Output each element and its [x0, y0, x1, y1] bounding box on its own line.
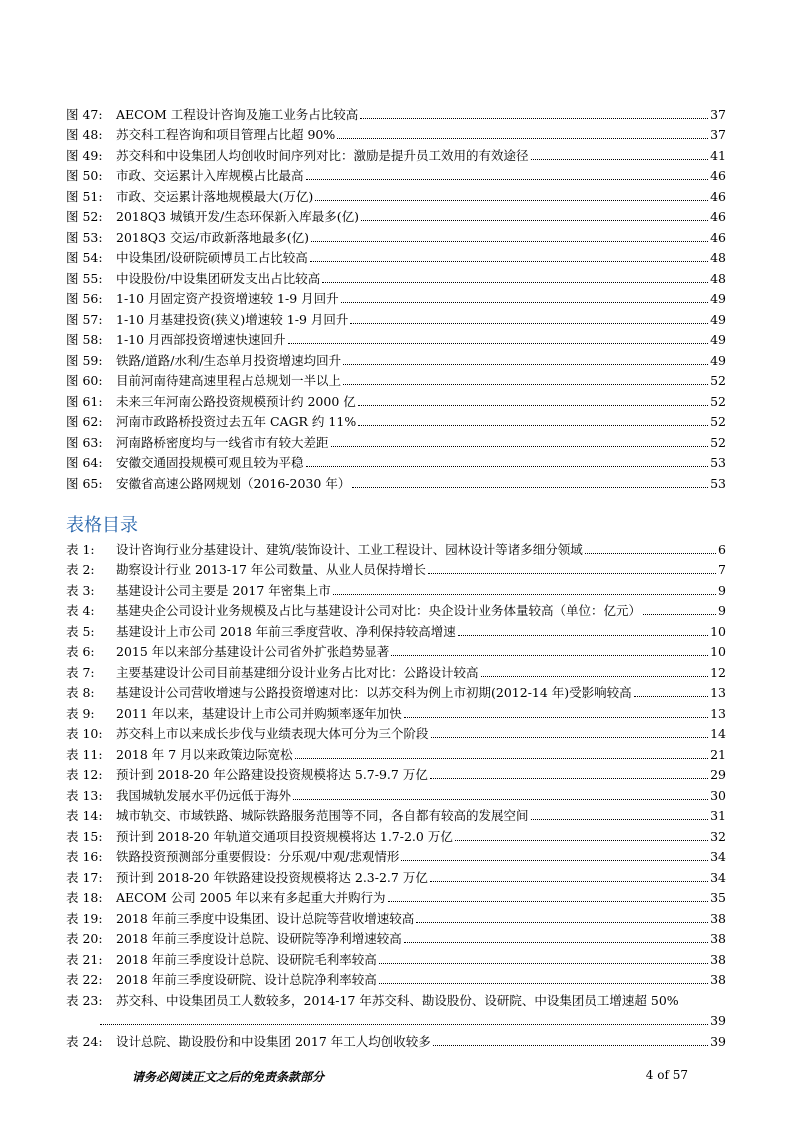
- entry-page-number: 49: [710, 332, 726, 347]
- dot-leader: [379, 983, 708, 984]
- dot-leader: [333, 594, 716, 595]
- toc-entry-figure[interactable]: [66, 204, 726, 225]
- toc-entry-figure[interactable]: [66, 450, 726, 471]
- entry-title: 市政、交运累计落地规模最大(万亿): [116, 188, 314, 204]
- footer-page-number: 4 of 57: [645, 1068, 688, 1082]
- toc-entry-figure[interactable]: [66, 286, 726, 307]
- entry-prefix: 表 7:: [66, 664, 95, 680]
- entry-prefix: 图 62:: [66, 414, 103, 429]
- entry-title: 我国城轨发展水平仍远低于海外: [116, 787, 292, 803]
- toc-entry-table[interactable]: [66, 844, 726, 865]
- entry-title: 苏交科工程咨询和项目管理占比超 90%: [116, 127, 336, 142]
- entry-prefix: 图 58:: [66, 332, 103, 347]
- entry-page-number: 29: [710, 767, 726, 782]
- toc-entry-table[interactable]: [66, 905, 726, 926]
- entry-page-number: 46: [710, 209, 726, 224]
- dot-leader: [431, 737, 709, 738]
- entry-page-number: 37: [710, 127, 726, 142]
- toc-entry-table[interactable]: [66, 926, 726, 947]
- entry-title: AECOM 工程设计咨询及施工业务占比较高: [116, 106, 359, 122]
- entry-page-number: 52: [710, 414, 726, 429]
- entry-title: 2018 年 7 月以来政策边际宽松: [116, 746, 293, 762]
- toc-entry-table[interactable]: [66, 864, 726, 885]
- entry-page-number: 38: [710, 972, 726, 987]
- dot-leader: [358, 425, 708, 426]
- entry-prefix: 图 61:: [66, 393, 103, 409]
- entry-prefix: 表 18:: [66, 890, 103, 905]
- entry-title: 2018 年前三季度设计总院、设研院毛利率较高: [116, 951, 377, 967]
- entry-prefix: 图 51:: [66, 188, 103, 204]
- entry-prefix: 图 63:: [66, 434, 103, 450]
- toc-entry-table[interactable]: [66, 598, 726, 619]
- entry-page-number: 38: [710, 951, 726, 967]
- entry-prefix: 表 14:: [66, 808, 103, 823]
- entry-prefix: 表 12:: [66, 767, 103, 782]
- entry-page-number: 46: [710, 188, 726, 204]
- toc-entry-figure[interactable]: [66, 306, 726, 327]
- toc-entry-table[interactable]: [66, 946, 726, 967]
- dot-leader: [428, 573, 716, 574]
- entry-title: 勘察设计行业 2013-17 年公司数量、从业人员保持增长: [116, 562, 426, 577]
- figure-list: [66, 101, 726, 491]
- entry-prefix: 图 53:: [66, 229, 103, 245]
- dot-leader: [306, 179, 709, 180]
- table-list: [66, 536, 726, 987]
- dot-leader: [430, 881, 708, 882]
- entry-title: 基建设计上市公司 2018 年前三季度营收、净利保持较高增速: [116, 623, 456, 639]
- entry-prefix: 图 49:: [66, 147, 103, 163]
- dot-leader: [416, 922, 708, 923]
- dot-leader: [352, 487, 708, 488]
- entry-prefix: 图 57:: [66, 311, 103, 327]
- toc-entry-figure[interactable]: [66, 101, 726, 122]
- dot-leader: [585, 553, 716, 554]
- toc-entry-table[interactable]: [66, 803, 726, 824]
- toc-entry-figure[interactable]: [66, 224, 726, 245]
- toc-entry-figure[interactable]: [66, 245, 726, 266]
- entry-title: 苏交科、中设集团员工人数较多，2014-17 年苏交科、勘设股份、设研院、中设集团员工增速超 50%: [116, 992, 679, 1008]
- entry-title: 苏交科和中设集团人均创收时间序列对比：激励是提升员工效用的有效途径: [116, 147, 529, 163]
- entry-page-number: 7: [718, 562, 726, 577]
- entry-prefix: 表 15:: [66, 828, 103, 844]
- entry-title: AECOM 公司 2005 年以来有多起重大并购行为: [116, 890, 386, 905]
- entry-title: 基建央企公司设计业务规模及占比与基建设计公司对比：央企设计业务体量较高（单位：亿元）: [116, 603, 642, 618]
- entry-title: 1-10 月固定资产投资增速较 1-9 月回升: [116, 291, 339, 306]
- entry-title: 安徽交通固投规模可观且较为平稳: [116, 455, 304, 470]
- entry-prefix: 图 64:: [66, 455, 103, 470]
- dot-leader: [311, 241, 708, 242]
- entry-prefix: 图 56:: [66, 291, 103, 306]
- dot-leader: [481, 676, 709, 677]
- toc-entry-table[interactable]: [66, 823, 726, 844]
- entry-prefix: 表 23:: [66, 992, 103, 1008]
- dot-leader: [379, 963, 708, 964]
- toc-entry-table[interactable]: [66, 557, 726, 578]
- entry-page-number: 21: [710, 746, 726, 762]
- toc-entry-figure[interactable]: [66, 409, 726, 430]
- entry-prefix: 表 21:: [66, 951, 103, 967]
- toc-entry-table[interactable]: [66, 762, 726, 783]
- entry-prefix: 表 1:: [66, 541, 95, 557]
- toc-entry-figure[interactable]: [66, 388, 726, 409]
- toc-entry-figure[interactable]: [66, 429, 726, 450]
- entry-page-number: 12: [710, 664, 726, 680]
- entry-page-number: 39: [710, 1033, 726, 1049]
- entry-page-number: 49: [710, 291, 726, 306]
- toc-entry-figure[interactable]: [66, 368, 726, 389]
- entry-title: 安徽省高速公路网规划（2016-2030 年）: [116, 475, 351, 491]
- entry-prefix: 图 54:: [66, 250, 103, 265]
- toc-entry-figure[interactable]: [66, 142, 726, 163]
- dot-leader: [391, 655, 708, 656]
- entry-title: 2018 年前三季度中设集团、设计总院等营收增速较高: [116, 910, 415, 926]
- entry-page-number: 53: [710, 455, 726, 470]
- entry-page-number: 38: [710, 931, 726, 946]
- entry-title: 基建设计公司主要是 2017 年密集上市: [116, 582, 331, 598]
- table-list-heading: 表格目录: [66, 515, 138, 536]
- dot-leader: [322, 282, 708, 283]
- entry-page-number: 39: [710, 1013, 726, 1028]
- dot-leader: [310, 261, 708, 262]
- toc-entry-figure[interactable]: [66, 183, 726, 204]
- entry-page-number: 46: [710, 168, 726, 183]
- entry-title: 设计咨询行业分基建设计、建筑/装饰设计、工业工程设计、园林设计等诸多细分领域: [116, 541, 583, 557]
- entry-page-number: 49: [710, 311, 726, 327]
- entry-prefix: 图 55:: [66, 270, 103, 286]
- dot-leader: [401, 860, 708, 861]
- entry-page-number: 34: [710, 849, 726, 864]
- entry-prefix: 表 5:: [66, 623, 95, 639]
- entry-prefix: 图 65:: [66, 475, 103, 491]
- entry-prefix: 表 10:: [66, 726, 103, 741]
- entry-page-number: 13: [710, 685, 726, 700]
- entry-title: 市政、交运累计入库规模占比最高: [116, 168, 304, 183]
- entry-title: 设计总院、勘设股份和中设集团 2017 年工人均创收较多: [116, 1033, 431, 1049]
- toc-entry-table[interactable]: [66, 885, 726, 906]
- toc-entry-figure[interactable]: [66, 122, 726, 143]
- entry-prefix: 图 52:: [66, 209, 103, 224]
- toc-entry-figure[interactable]: [66, 327, 726, 348]
- entry-page-number: 9: [718, 603, 726, 618]
- dot-leader: [634, 696, 708, 697]
- entry-page-number: 14: [710, 726, 726, 741]
- entry-title: 河南路桥密度均与一线省市有较大差距: [116, 434, 329, 450]
- entry-page-number: 9: [718, 582, 726, 598]
- entry-prefix: 表 24:: [66, 1033, 103, 1049]
- dot-leader: [341, 302, 708, 303]
- entry-page-number: 6: [718, 541, 726, 557]
- dot-leader: [360, 118, 708, 119]
- entry-title: 2018 年前三季度设计总院、设研院等净利增速较高: [116, 931, 402, 946]
- entry-title: 城市轨交、市域铁路、城际铁路服务范围等不同，各自都有较高的发展空间: [116, 808, 529, 823]
- entry-title: 2018Q3 交运/市政新落地最多(亿): [116, 229, 309, 245]
- entry-prefix: 表 3:: [66, 582, 95, 598]
- dot-leader: [643, 614, 716, 615]
- entry-prefix: 图 60:: [66, 373, 103, 388]
- toc-entry-table[interactable]: [66, 659, 726, 680]
- entry-title: 2011 年以来，基建设计上市公司并购频率逐年加快: [116, 705, 402, 721]
- dot-leader: [343, 384, 708, 385]
- entry-page-number: 10: [710, 644, 726, 659]
- entry-title: 中设集团/设研院硕博员工占比较高: [116, 250, 308, 265]
- entry-page-number: 10: [710, 623, 726, 639]
- dot-leader: [358, 405, 708, 406]
- entry-page-number: 35: [710, 890, 726, 905]
- dot-leader: [315, 200, 708, 201]
- dot-leader: [388, 901, 709, 902]
- toc-entry-table[interactable]: [66, 577, 726, 598]
- dot-leader: [331, 446, 709, 447]
- entry-page-number: 52: [710, 434, 726, 450]
- entry-title: 1-10 月基建投资(狭义)增速较 1-9 月回升: [116, 311, 349, 327]
- entry-page-number: 41: [710, 147, 726, 163]
- entry-title: 预计到 2018-20 年公路建设投资规模将达 5.7-9.7 万亿: [116, 767, 428, 782]
- entry-prefix: 表 20:: [66, 931, 103, 946]
- entry-title: 未来三年河南公路投资规模预计约 2000 亿: [116, 393, 356, 409]
- dot-leader: [430, 778, 708, 779]
- dot-leader: [293, 799, 708, 800]
- toc-entry-figure[interactable]: [66, 163, 726, 184]
- entry-page-number: 31: [710, 808, 726, 823]
- toc-entry-table[interactable]: [66, 536, 726, 557]
- entry-prefix: 图 48:: [66, 127, 103, 142]
- dot-leader: [361, 220, 708, 221]
- entry-prefix: 表 22:: [66, 972, 103, 987]
- entry-prefix: 表 6:: [66, 644, 95, 659]
- dot-leader: [295, 758, 708, 759]
- entry-prefix: 表 11:: [66, 746, 103, 762]
- entry-page-number: 52: [710, 373, 726, 388]
- entry-prefix: 表 2:: [66, 562, 95, 577]
- table-list-tail: [66, 987, 726, 1049]
- dot-leader: [531, 819, 709, 820]
- entry-title: 主要基建设计公司目前基建细分设计业务占比对比：公路设计较高: [116, 664, 479, 680]
- entry-title: 2018Q3 城镇开发/生态环保新入库最多(亿): [116, 209, 359, 224]
- toc-entry-figure[interactable]: [66, 347, 726, 368]
- entry-prefix: 表 9:: [66, 705, 95, 721]
- entry-page-number: 13: [710, 705, 726, 721]
- toc-entry-table[interactable]: [66, 680, 726, 701]
- entry-page-number: 37: [710, 106, 726, 122]
- dot-leader: [306, 466, 709, 467]
- entry-page-number: 48: [710, 270, 726, 286]
- entry-prefix: 表 16:: [66, 849, 103, 864]
- toc-entry-table[interactable]: [66, 967, 726, 988]
- dot-leader: [404, 717, 708, 718]
- toc-entry-table[interactable]: [66, 639, 726, 660]
- entry-page-number: 52: [710, 393, 726, 409]
- entry-page-number: 46: [710, 229, 726, 245]
- entry-title: 目前河南待建高速里程占总规划一半以上: [116, 373, 342, 388]
- entry-title: 2018 年前三季度设研院、设计总院净利率较高: [116, 972, 377, 987]
- entry-page-number: 34: [710, 869, 726, 885]
- dot-leader: [458, 635, 708, 636]
- entry-page-number: 30: [710, 787, 726, 803]
- dot-leader: [404, 942, 708, 943]
- entry-prefix: 图 50:: [66, 168, 103, 183]
- dot-leader: [531, 159, 709, 160]
- entry-title: 2015 年以来部分基建设计公司省外扩张趋势显著: [116, 644, 390, 659]
- entry-prefix: 表 8:: [66, 685, 95, 700]
- toc-entry-table[interactable]: [66, 700, 726, 721]
- entry-prefix: 表 13:: [66, 787, 103, 803]
- entry-prefix: 图 59:: [66, 352, 103, 368]
- entry-title: 中设股份/中设集团研发支出占比较高: [116, 270, 321, 286]
- entry-title: 预计到 2018-20 年轨道交通项目投资规模将达 1.7-2.0 万亿: [116, 828, 453, 844]
- entry-page-number: 38: [710, 910, 726, 926]
- entry-title: 铁路投资预测部分重要假设：分乐观/中观/悲观情形: [116, 849, 400, 864]
- entry-prefix: 表 19:: [66, 910, 103, 926]
- entry-page-number: 53: [710, 475, 726, 491]
- entry-title: 1-10 月西部投资增速快速回升: [116, 332, 286, 347]
- entry-page-number: 49: [710, 352, 726, 368]
- dot-leader: [337, 138, 708, 139]
- toc-entry-table[interactable]: [66, 721, 726, 742]
- dot-leader: [350, 323, 708, 324]
- entry-title: 河南市政路桥投资过去五年 CAGR 约 11%: [116, 414, 357, 429]
- entry-prefix: 表 4:: [66, 603, 95, 618]
- entry-prefix: 图 47:: [66, 106, 103, 122]
- entry-title: 铁路/道路/水利/生态单月投资增速均回升: [116, 352, 342, 368]
- dot-leader: [343, 364, 708, 365]
- toc-entry-table-23[interactable]: [66, 987, 726, 1028]
- toc-entry-figure[interactable]: [66, 470, 726, 491]
- entry-page-number: 48: [710, 250, 726, 265]
- entry-page-number: 32: [710, 828, 726, 844]
- toc-entry-table-24[interactable]: [66, 1028, 726, 1049]
- dot-leader: [433, 1045, 708, 1046]
- toc-entry-table[interactable]: [66, 782, 726, 803]
- footer-disclaimer: 请务必阅读正文之后的免责条款部分: [132, 1070, 325, 1084]
- entry-title: 预计到 2018-20 年铁路建设投资规模将达 2.3-2.7 万亿: [116, 869, 428, 885]
- entry-title: 基建设计公司营收增速与公路投资增速对比：以苏交科为例上市初期(2012-14 年)受影响较高: [116, 685, 632, 700]
- toc-entry-table[interactable]: [66, 741, 726, 762]
- entry-prefix: 表 17:: [66, 869, 103, 885]
- dot-leader: [288, 343, 709, 344]
- dot-leader: [100, 1024, 708, 1025]
- entry-title: 苏交科上市以来成长步伐与业绩表现大体可分为三个阶段: [116, 726, 429, 741]
- toc-entry-figure[interactable]: [66, 265, 726, 286]
- dot-leader: [455, 840, 708, 841]
- toc-entry-table[interactable]: [66, 618, 726, 639]
